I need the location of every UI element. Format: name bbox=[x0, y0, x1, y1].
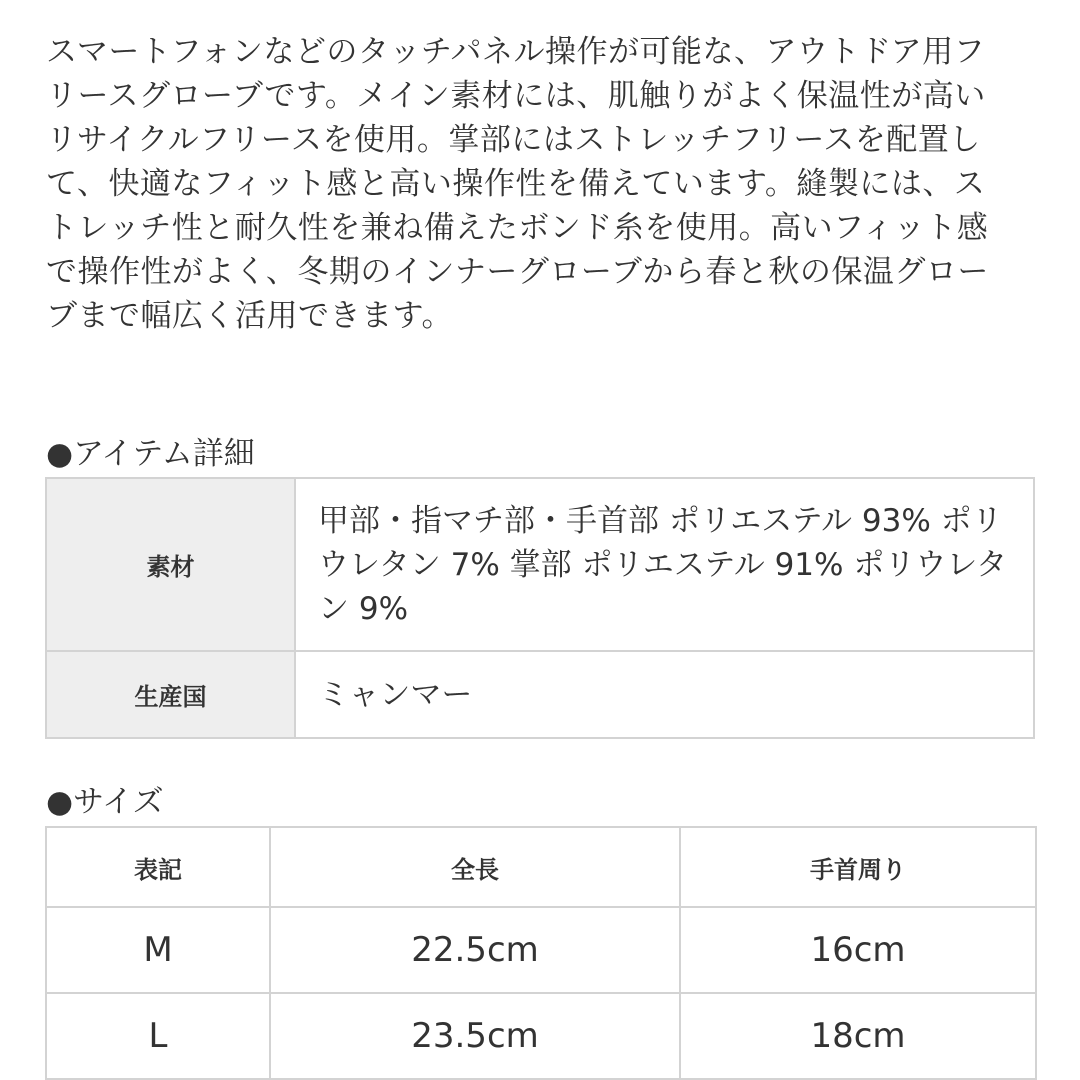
size-wrist-cell: 18cm bbox=[680, 993, 1036, 1079]
details-row-origin bbox=[46, 651, 1034, 738]
item-details-table bbox=[45, 477, 1035, 739]
size-label-cell: M bbox=[46, 907, 270, 993]
size-row-m bbox=[46, 907, 1036, 993]
material-label: 素材 bbox=[46, 478, 295, 651]
size-table bbox=[45, 826, 1037, 1080]
size-header-wrist: 手首周り bbox=[680, 827, 1036, 907]
origin-value: ミャンマー bbox=[295, 651, 1034, 738]
size-heading: ●サイズ bbox=[46, 784, 164, 820]
size-header-label: 表記 bbox=[46, 827, 270, 907]
details-row-material bbox=[46, 478, 1034, 651]
origin-label: 生産国 bbox=[46, 651, 295, 738]
item-details-heading: ●アイテム詳細 bbox=[46, 436, 255, 472]
size-wrist-cell: 16cm bbox=[680, 907, 1036, 993]
size-length-cell: 23.5cm bbox=[270, 993, 680, 1079]
size-row-l bbox=[46, 993, 1036, 1079]
size-header-length: 全長 bbox=[270, 827, 680, 907]
product-description: スマートフォンなどのタッチパネル操作が可能な、アウトドア用フリースグローブです。メイン素材には、肌触りがよく保温性が高いリサイクルフリースを使用。掌部にはストレッチフリースを配置して、快適なフィット感と高い操作性を備えています。縫製には、ストレッチ性と耐久性を兼ね備えたボンド糸を使用。高いフィット感で操作性がよく、冬期のインナーグローブから春と秋の保温グローブまで幅広く活用できます。 bbox=[46, 34, 989, 334]
size-header-row bbox=[46, 827, 1036, 907]
material-value: 甲部・指マチ部・手首部 ポリエステル 93% ポリウレタン 7% 掌部 ポリエステル 91% ポリウレタン 9% bbox=[295, 478, 1034, 651]
size-length-cell: 22.5cm bbox=[270, 907, 680, 993]
size-label-cell: L bbox=[46, 993, 270, 1079]
